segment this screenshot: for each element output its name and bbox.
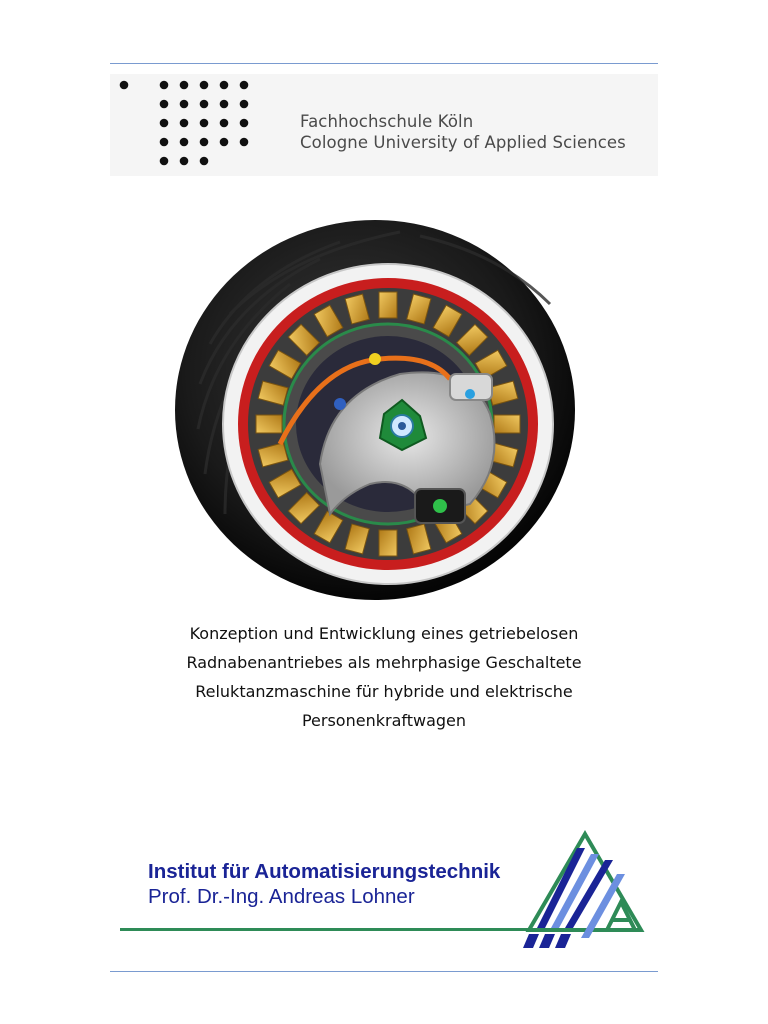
institute-name: Institut für Automatisierungstechnik bbox=[148, 860, 501, 883]
top-rule bbox=[110, 63, 658, 64]
university-name-de: Fachhochschule Köln bbox=[300, 112, 474, 131]
title-line-4: Personenkraftwagen bbox=[301, 711, 467, 730]
university-name-en: Cologne University of Applied Sciences bbox=[300, 133, 626, 152]
title-line-3: Reluktanzmaschine für hybride und elektrische bbox=[195, 682, 573, 701]
institute-block bbox=[148, 859, 568, 909]
dot-grid-logo-icon bbox=[110, 74, 260, 176]
university-names bbox=[300, 111, 626, 153]
in-wheel-motor-illustration-icon bbox=[170, 214, 610, 614]
title-line-2: Radnabenantriebes als mehrphasige Geschaltete bbox=[186, 653, 582, 672]
thesis-title bbox=[100, 619, 668, 735]
bottom-rule bbox=[110, 971, 658, 972]
professor-name: Prof. Dr.-Ing. Andreas Lohner bbox=[148, 885, 415, 908]
ia-triangle-logo-icon bbox=[515, 830, 645, 952]
title-line-1: Konzeption und Entwicklung eines getriebelosen bbox=[189, 624, 579, 643]
